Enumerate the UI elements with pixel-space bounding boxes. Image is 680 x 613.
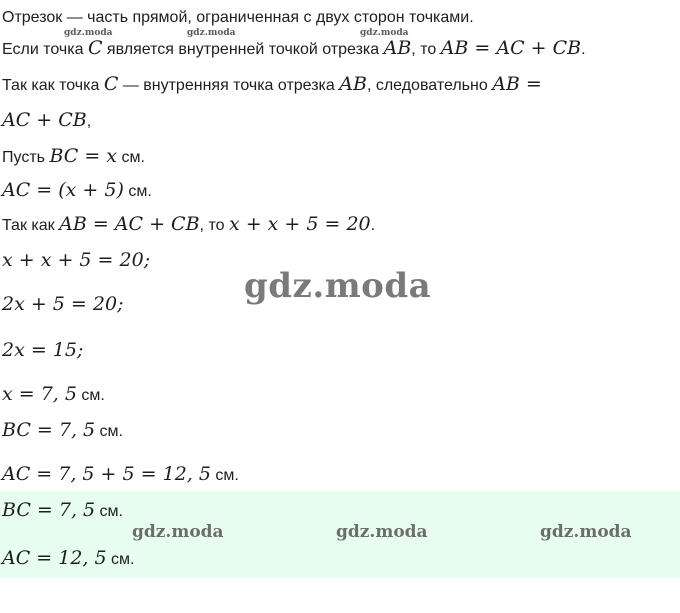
equation-step-1-text: x + x + 5 = 20; bbox=[2, 249, 151, 271]
rule-text-2: является внутренней точкой отрезка bbox=[102, 41, 384, 58]
ac-expression-line bbox=[2, 180, 152, 202]
rule-equation: AB = AC + CB bbox=[440, 37, 582, 59]
equation-step-3-text: 2x = 15; bbox=[2, 339, 84, 361]
bc-value-unit: см. bbox=[95, 423, 123, 440]
answer-ac-value: AC = 12, 5 bbox=[2, 547, 107, 569]
equation-step-3 bbox=[2, 340, 83, 362]
since-equation-1: AB = AC + CB bbox=[59, 213, 200, 235]
x-value: x = 7, 5 bbox=[2, 383, 77, 405]
reason-comma: , bbox=[86, 113, 92, 130]
definition-text: Отрезок — часть прямой, ограниченная с двух сторон точками. bbox=[2, 9, 474, 26]
reason-text-1: Так как точка bbox=[2, 77, 104, 94]
let-line bbox=[2, 146, 145, 168]
rule-text-1: Если точка bbox=[2, 41, 88, 58]
since-line bbox=[2, 214, 375, 236]
rule-segment-ab: AB bbox=[383, 37, 412, 59]
watermark-small-3: gdz.moda bbox=[360, 28, 409, 38]
let-equation: BC = x bbox=[49, 145, 118, 167]
equation-step-2-text: 2x + 5 = 20; bbox=[2, 293, 124, 315]
bc-value-line bbox=[2, 420, 123, 442]
equation-step-1 bbox=[2, 250, 150, 272]
since-text-2: , то bbox=[199, 217, 229, 234]
answer-bc-value: BC = 7, 5 bbox=[2, 499, 96, 521]
let-text: Пусть bbox=[2, 149, 50, 166]
watermark-mid-2: gdz.moda bbox=[336, 522, 428, 542]
watermark-large: gdz.moda bbox=[244, 266, 432, 306]
x-value-line bbox=[2, 384, 105, 406]
watermark-small-1: gdz.moda bbox=[64, 28, 113, 38]
answer-bc-unit: см. bbox=[95, 503, 123, 520]
answer-bc-line bbox=[2, 500, 123, 522]
equation-step-2 bbox=[2, 294, 123, 316]
reason-equation-start: AB = bbox=[492, 73, 542, 95]
answer-ac-line bbox=[2, 548, 135, 570]
answer-ac-unit: см. bbox=[106, 551, 135, 568]
definition-line bbox=[2, 8, 474, 28]
reason-equation-end: AC + CB bbox=[2, 109, 87, 131]
since-equation-2: x + x + 5 = 20 bbox=[228, 213, 371, 235]
x-value-unit: см. bbox=[76, 387, 105, 404]
watermark-mid-1: gdz.moda bbox=[132, 522, 224, 542]
reason-continuation-line bbox=[2, 110, 91, 132]
reason-text-2: — внутренняя точка отрезка bbox=[118, 77, 340, 94]
rule-text-3: , то bbox=[411, 41, 441, 58]
let-unit: см. bbox=[117, 149, 145, 166]
ac-value: AC = 7, 5 + 5 = 12, 5 bbox=[2, 463, 211, 485]
ac-expression: AC = (x + 5) bbox=[2, 179, 124, 201]
ac-value-unit: см. bbox=[210, 467, 239, 484]
rule-point-c: C bbox=[87, 37, 103, 59]
since-text-1: Так как bbox=[2, 217, 60, 234]
rule-line bbox=[2, 38, 586, 60]
ac-value-line bbox=[2, 464, 239, 486]
reason-text-3: , следовательно bbox=[366, 77, 493, 94]
watermark-mid-3: gdz.moda bbox=[540, 522, 632, 542]
ac-expression-unit: см. bbox=[123, 183, 152, 200]
bc-value: BC = 7, 5 bbox=[2, 419, 96, 441]
reason-point-c: C bbox=[103, 73, 119, 95]
watermark-small-2: gdz.moda bbox=[187, 28, 236, 38]
reason-segment-ab: AB bbox=[339, 73, 367, 95]
reason-line bbox=[2, 74, 542, 96]
since-period: . bbox=[370, 217, 376, 234]
rule-period: . bbox=[581, 41, 586, 58]
